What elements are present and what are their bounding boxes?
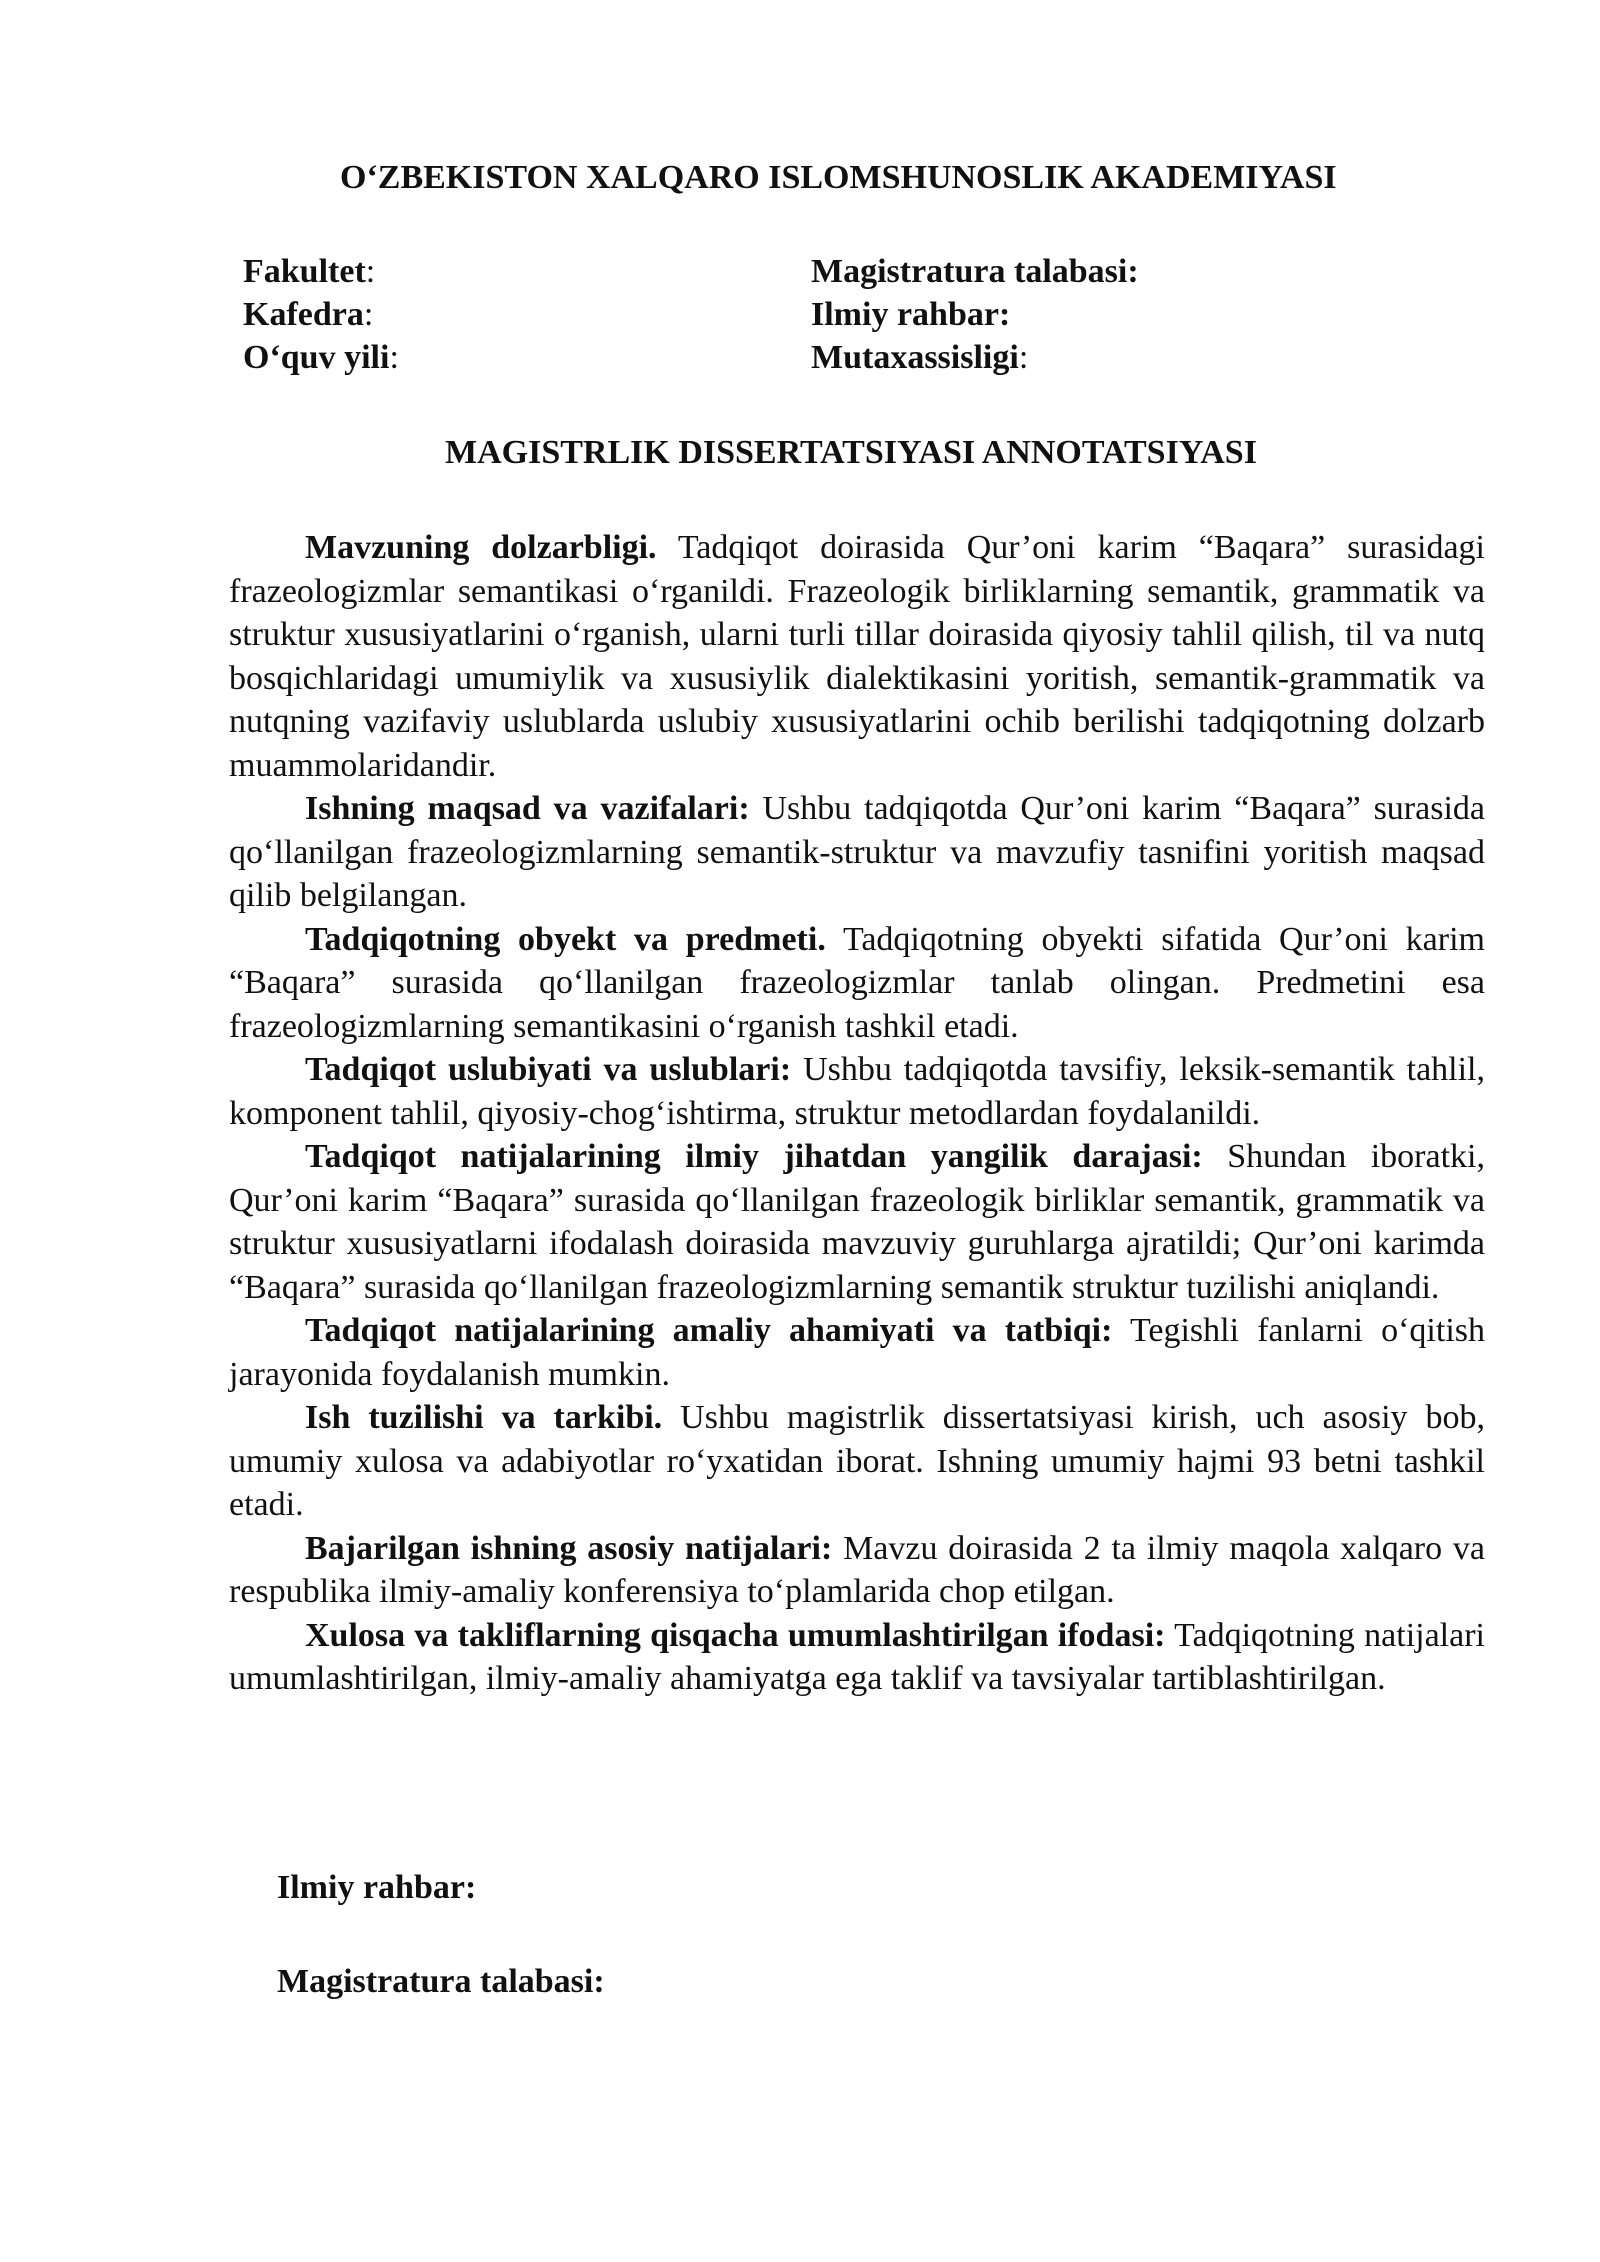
info-student-label: Magistratura talabasi: [811,253,1139,290]
institution-title: O‘ZBEKISTON XALQARO ISLOMSHUNOSLIK AKADEMIYASI [340,159,1337,196]
section-heading: Bajarilgan ishning asosiy natijalari: [305,1529,833,1567]
section-text: Ushbu tadqiqotda Qur’oni karim “Baqara” surasida qo‘llanilgan frazeologizmlarning semantik-struktur va mavzufiy tasnifini yoritish maqsad qilib belgilangan. [229,790,1485,914]
info-department-label: Kafedra [243,296,364,333]
section-goals [229,787,1485,918]
info-faculty [243,250,399,293]
section-heading: Tadqiqot natijalarining amaliy ahamiyati va tatbiqi: [305,1312,1113,1349]
section-text: Mavzu doirasida 2 ta ilmiy maqola xalqaro va respublika ilmiy-amaliy konferensiya to‘plamlarida chop etilgan. [229,1529,1485,1610]
info-specialty-label: Mutaxassisligi [811,339,1019,376]
signature-student: Magistratura talabasi: [277,1963,605,2000]
section-object-subject [229,918,1485,1049]
section-text: Tadqiqotning obyekti sifatida Qur’oni karim “Baqara” surasida qo‘llanilgan frazeologizmlar tanlab olingan. Predmetini esa frazeologizmlarning semantikasini o‘rganish tashkil etadi. [229,920,1485,1045]
info-department [243,293,399,336]
section-structure [229,1396,1485,1527]
section-heading: Ishning maqsad va vazifalari: [305,790,750,827]
info-student [811,250,1139,293]
info-academic-year-label: O‘quv yili [243,339,390,376]
info-department-sep: : [363,296,374,333]
info-supervisor [811,293,1139,336]
section-text: Ushbu magistrlik dissertatsiyasi kirish, uch asosiy bob, umumiy xulosa va adabiyotlar ro‘yxatidan iborat. Ishning umumiy hajmi 93 betni tashkil etadi. [229,1399,1485,1523]
annotation-body [229,526,1485,1701]
section-heading: Mavzuning dolzarbligi. [305,529,657,566]
section-text: Tadqiqotning natijalari umumlashtirilgan, ilmiy-amaliy ahamiyatga ega taklif va tavsiyalar tartiblashtirilgan. [229,1616,1485,1697]
section-text: Ushbu tadqiqotda tavsifiy, leksik-semantik tahlil, komponent tahlil, qiyosiy-chog‘ishtirma, struktur metodlardan foydalanildi. [229,1051,1486,1132]
info-right-column [811,250,1139,379]
section-heading: Tadqiqot uslubiyati va uslublari: [305,1051,792,1088]
info-faculty-sep: : [365,253,376,290]
info-academic-year [243,336,399,379]
document-title: MAGISTRLIK DISSERTATSIYASI ANNOTATSIYASI [445,434,1257,471]
section-heading: Tadqiqot natijalarining ilmiy jihatdan yangilik darajasi: [305,1138,1203,1175]
signature-supervisor: Ilmiy rahbar: [277,1869,477,1906]
section-main-results [229,1527,1485,1614]
info-specialty [811,336,1139,379]
section-methods [229,1048,1485,1135]
section-novelty [229,1135,1485,1309]
info-faculty-label: Fakultet [243,253,366,290]
section-heading: Tadqiqotning obyekt va predmeti. [305,920,826,958]
section-text: Tegishli fanlarni o‘qitish jarayonida foydalanish mumkin. [229,1312,1485,1393]
section-heading: Xulosa va takliflarning qisqacha umumlashtirilgan ifodasi: [305,1616,1166,1654]
info-left-column [243,250,399,379]
section-text: Shundan iboratki, Qur’oni karim “Baqara” surasida qo‘llanilgan frazeologik birliklar semantik, grammatik va struktur xususiyatlarni ifodalash doirasida mavzuviy guruhlarga ajratildi; Qur’oni karimda “Baqara” surasida qo‘llanilgan frazeologizmlarning semantik struktur tuzilishi aniqlandi. [229,1138,1485,1306]
section-heading: Ish tuzilishi va tarkibi. [305,1399,663,1436]
section-text: Tadqiqot doirasida Qur’oni karim “Baqara” surasidagi frazeologizmlar semantikasi o‘rganildi. Frazeologik birliklarning semantik, grammatik va struktur xususiyatlarini o‘rganish, ularni turli tillar doirasida qiyosiy tahlil qilish, til va nutq bosqichlaridagi umumiylik va xususiylik dialektikasini yoritish, semantik-grammatik va nutqning vazifaviy uslublarda uslubiy xususiyatlarini ochib berilishi tadqiqotning dolzarb muammolaridandir. [229,529,1485,784]
info-specialty-sep: : [1018,339,1029,376]
section-practical-value [229,1309,1485,1396]
info-academic-year-sep: : [389,339,399,376]
section-conclusion [229,1614,1485,1701]
info-supervisor-label: Ilmiy rahbar: [811,296,1011,333]
section-relevance [229,526,1485,787]
